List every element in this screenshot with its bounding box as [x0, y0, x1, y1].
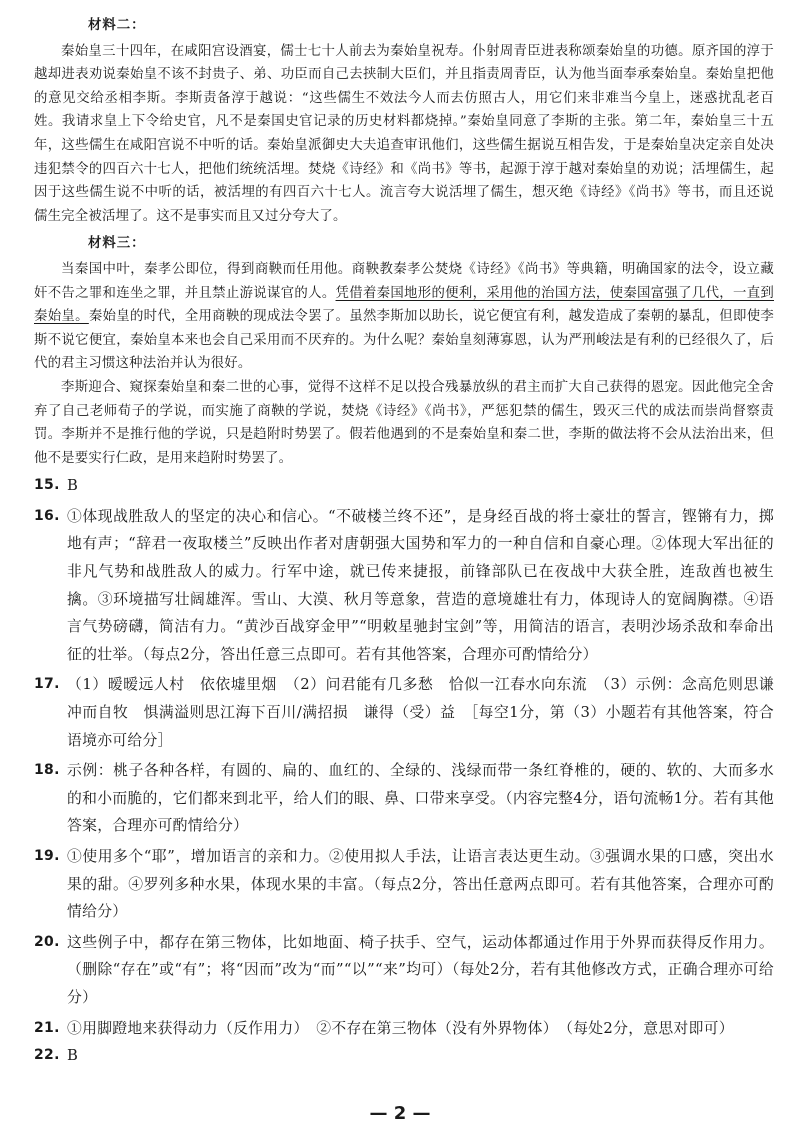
- answer-text: 这些例子中，都存在第三物体，比如地面、椅子扶手、空气，运动体都通过作用于外界而获得反作用力。（删除“存在”或“有”；将“因而”改为“而”“以”“来”均可）（每处2分，若有其他修改方式，正确合理亦可给分）: [67, 933, 774, 1006]
- answer-item-19: [34, 843, 774, 926]
- material-two: [34, 14, 774, 228]
- answer-number: 17.: [34, 676, 60, 693]
- answer-item-16: [34, 503, 774, 669]
- answer-text: （1）暧暧远人村 依依墟里烟 （2）问君能有几多愁 恰似一江春水向东流 （3）示例：念高危则思谦冲而自牧 惧满溢则思江海下百川/满招损 谦得（受）益 ［每空1分，第（3）小题若有其他答案，符合语境亦可给分］: [67, 676, 774, 749]
- answer-item-22: [34, 1042, 774, 1070]
- answer-number: 21.: [34, 1019, 60, 1036]
- material-three-paragraph-1: [34, 258, 774, 376]
- answer-text: 示例：桃子各种各样，有圆的、扁的、血红的、全绿的、浅绿而带一条红脊椎的，硬的、软的、大而多水的和小而脆的，它们都来到北平，给人们的眼、鼻、口带来享受。（内容完整4分，语句流畅1分。若有其他答案，合理亦可酌情给分）: [67, 762, 774, 835]
- answer-list: [34, 472, 774, 1069]
- answer-number: 22.: [34, 1047, 60, 1064]
- answer-text: ①使用多个“耶”，增加语言的亲和力。②使用拟人手法，让语言表达更生动。③强调水果的口感，突出水果的甜。④罗列多种水果，体现水果的丰富。（每点2分，答出任意两点即可。若有其他答案，合理亦可酌情给分）: [67, 848, 774, 921]
- material-three-text: 当秦国中叶，秦孝公即位，得到商鞅而任用他。商鞅教秦孝公焚烧《诗经》《尚书》等典籍，明确国家的法令，设立藏奸不告之罪和连坐之罪，并且禁止游说谋官的人。: [34, 261, 774, 301]
- answer-number: 16.: [34, 507, 60, 524]
- page-number: — 2 —: [369, 1103, 431, 1124]
- answer-text: ①体现战胜敌人的坚定的决心和信心。“不破楼兰终不还”，是身经百战的将士豪壮的誓言，铿锵有力，掷地有声；“辞君一夜取楼兰”反映出作者对唐朝强大国势和军力的一种自信和自豪心理。②体现大军出征的非凡气势和战胜敌人的威力。行军中途，就已传来捷报，前锋部队已在夜战中大获全胜，连敌酋也被生擒。③环境描写壮阔雄浑。雪山、大漠、秋月等意象，营造的意境雄壮有力，体现诗人的宽阔胸襟。④语言气势磅礴，简洁有力。“黄沙百战穿金甲”“明敕星驰封宝剑”等，用简洁的语言，表明沙场杀敌和奉命出征的壮举。（每点2分，答出任意三点即可。若有其他答案，合理亦可酌情给分）: [67, 507, 774, 663]
- material-three-title: 材料三：: [88, 235, 146, 252]
- answer-number: 18.: [34, 762, 60, 779]
- answer-item-18: [34, 757, 774, 840]
- answer-number: 20.: [34, 933, 60, 950]
- material-two-title: 材料二：: [88, 17, 146, 33]
- underlined-sentence: 凭借着秦国地形的便利，采用他的治国方法，使秦国富强了几代，一直到秦始皇。: [34, 285, 774, 325]
- answer-text: B: [67, 477, 79, 495]
- material-three-paragraph-2: 李斯迎合、窥探秦始皇和秦二世的心事，觉得不这样不足以投合残暴放纵的君主而扩大自己获得的恩宠。因此他完全舍弃了自己老师荀子的学说，而实施了商鞅的学说，焚烧《诗经》《尚书》，严惩犯禁的儒生，毁灭三代的成法而崇尚督察责罚。李斯并不是推行他的学说，只是趋附时势罢了。假若他遇到的不是秦始皇和秦二世，李斯的做法将不会从法治出来，但他不是要实行仁政，是用来趋附时势罢了。: [34, 379, 774, 466]
- answer-text: ①用脚蹬地来获得动力（反作用力） ②不存在第三物体（没有外界物体） （每处2分，意思对即可）: [67, 1019, 734, 1037]
- answer-number: 15.: [34, 477, 60, 494]
- material-three: [34, 232, 774, 470]
- answer-item-15: [34, 472, 774, 500]
- material-three-text-cont: 秦始皇的时代，全用商鞅的现成法令罢了。虽然李斯加以助长，说它便宜有利，越发造成了秦朝的暴乱，但即使李斯不说它便宜，秦始皇本来也会自己采用而不厌弃的。为什么呢？秦始皇刻薄寡恩，认为严刑峻法是有利的已经很久了，后代的君主习惯这种法治并认为很好。: [34, 309, 774, 372]
- answer-number: 19.: [34, 848, 60, 864]
- answer-item-21: [34, 1015, 774, 1043]
- answer-item-17: [34, 671, 774, 754]
- material-two-paragraph: 秦始皇三十四年，在咸阳宫设酒宴，儒士七十人前去为秦始皇祝寿。仆射周青臣进表称颂秦始皇的功德。原齐国的淳于越却进表劝说秦始皇不该不封贵子、弟、功臣而自己去挟制大臣们，并且指责周青臣，认为他当面奉承秦始皇。秦始皇把他的意见交给丞相李斯。李斯责备淳于越说：“这些儒生不效法今人而去仿照古人，用它们来非难当今皇上，迷惑扰乱老百姓。我请求皇上下令给史官，凡不是秦国史官记录的历史材料都烧掉。”秦始皇同意了李斯的主张。第二年，秦始皇三十五年，这些儒生在咸阳宫说不中听的话。秦始皇派御史大夫追查审讯他们，这些儒生据说互相告发，于是秦始皇决定亲自处决违犯禁令的四百六十七人，把他们统统活埋。焚烧《诗经》和《尚书》等书，起源于淳于越对秦始皇的劝说；活埋儒生，起因于这些儒生说不中听的话，被活埋的有四百六十七人。流言夸大说活埋了儒生，想灭绝《诗经》《尚书》等书，而且还说儒生完全被活埋了。这不是事实而且又过分夸大了。: [34, 43, 774, 224]
- answer-item-20: [34, 929, 774, 1012]
- answer-text: B: [67, 1047, 79, 1065]
